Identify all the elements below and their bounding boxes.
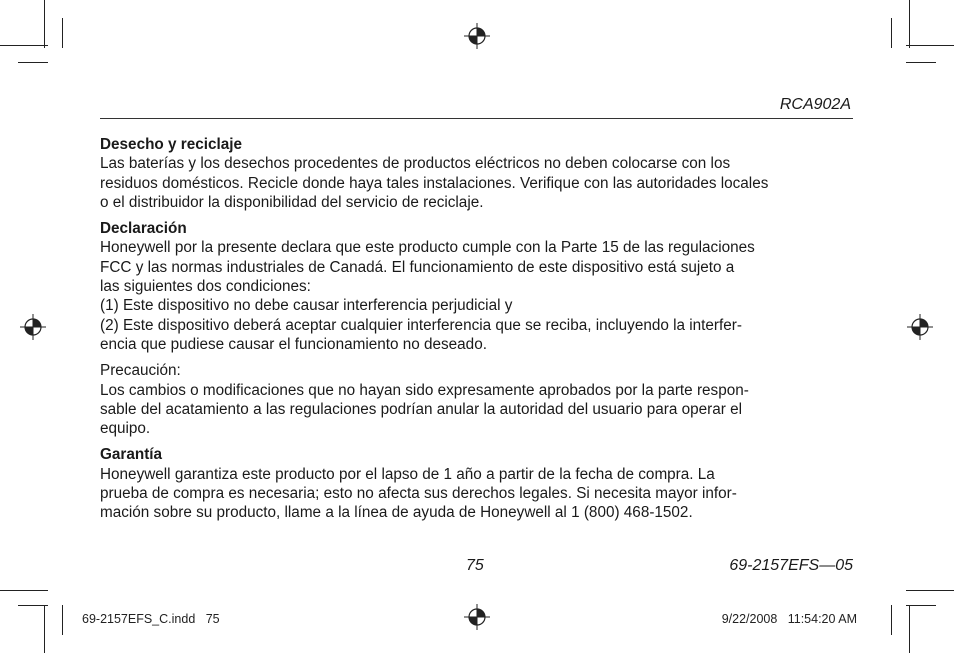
text-line: prueba de compra es necesaria; esto no afecta sus derechos legales. Si necesita mayor infor- xyxy=(100,485,737,503)
slug-datetime: 9/22/2008 11:54:20 AM xyxy=(721,612,857,626)
text-line: residuos domésticos. Recicle donde haya tales instalaciones. Verifique con las autoridades locales xyxy=(100,174,769,192)
section-title: Declaración xyxy=(100,220,187,238)
crop-mark xyxy=(906,605,936,606)
crop-mark xyxy=(909,605,910,653)
text-line: mación sobre su producto, llame a la línea de ayuda de Honeywell al 1 (800) 468-1502. xyxy=(100,504,693,522)
crop-mark xyxy=(906,45,954,46)
section-title: Desecho y reciclaje xyxy=(100,136,243,153)
registration-mark-icon xyxy=(464,604,490,630)
section-declaration xyxy=(100,219,860,354)
slug-filename: 69-2157EFS_C.indd 75 xyxy=(82,612,220,626)
crop-mark xyxy=(906,62,936,63)
text-line: o el distribuidor la disponibilidad del servicio de reciclaje. xyxy=(100,193,484,211)
crop-mark xyxy=(906,590,954,591)
document-number: 69-2157EFS—05 xyxy=(729,557,853,574)
text-line: FCC y las normas industriales de Canadá. El funcionamiento de este dispositivo está sujeto a xyxy=(100,258,735,276)
section-caution xyxy=(100,361,860,438)
text-line: Honeywell garantiza este producto por el lapso de 1 año a partir de la fecha de compra. La xyxy=(100,465,715,483)
section-title: Precaución: xyxy=(100,362,181,380)
crop-mark xyxy=(0,45,48,46)
crop-mark xyxy=(18,605,48,606)
text-line: equipo. xyxy=(100,420,151,438)
text-line: Los cambios o modificaciones que no hayan sido expresamente aprobados por la parte respon- xyxy=(100,381,749,399)
registration-mark-icon xyxy=(20,314,46,340)
crop-mark xyxy=(18,62,48,63)
crop-mark xyxy=(891,18,892,48)
model-number: RCA902A xyxy=(779,96,851,113)
crop-mark xyxy=(44,0,45,48)
crop-mark xyxy=(62,18,63,48)
crop-mark xyxy=(44,605,45,653)
document-body xyxy=(100,135,860,530)
registration-mark-icon xyxy=(907,314,933,340)
text-line: Honeywell por la presente declara que este producto cumple con la Parte 15 de las regulaciones xyxy=(100,239,755,257)
section-warranty xyxy=(100,445,860,522)
crop-mark xyxy=(891,605,892,635)
crop-mark xyxy=(909,0,910,48)
text-line: (1) Este dispositivo no debe causar interferencia perjudicial y xyxy=(100,297,513,315)
text-line: Las baterías y los desechos procedentes de productos eléctricos no deben colocarse con los xyxy=(100,155,731,173)
section-disposal xyxy=(100,135,860,212)
crop-mark xyxy=(0,590,48,591)
header-rule xyxy=(100,118,853,119)
text-line: (2) Este dispositivo deberá aceptar cualquier interferencia que se reciba, incluyendo la interfer- xyxy=(100,316,742,334)
text-line: encia que pudiese causar el funcionamiento no deseado. xyxy=(100,335,487,353)
section-title: Garantía xyxy=(100,446,163,464)
text-line: las siguientes dos condiciones: xyxy=(100,278,311,296)
crop-mark xyxy=(62,605,63,635)
page-number: 75 xyxy=(466,557,484,574)
registration-mark-icon xyxy=(464,23,490,49)
text-line: sable del acatamiento a las regulaciones podrían anular la autoridad del usuario para operar el xyxy=(100,400,743,418)
